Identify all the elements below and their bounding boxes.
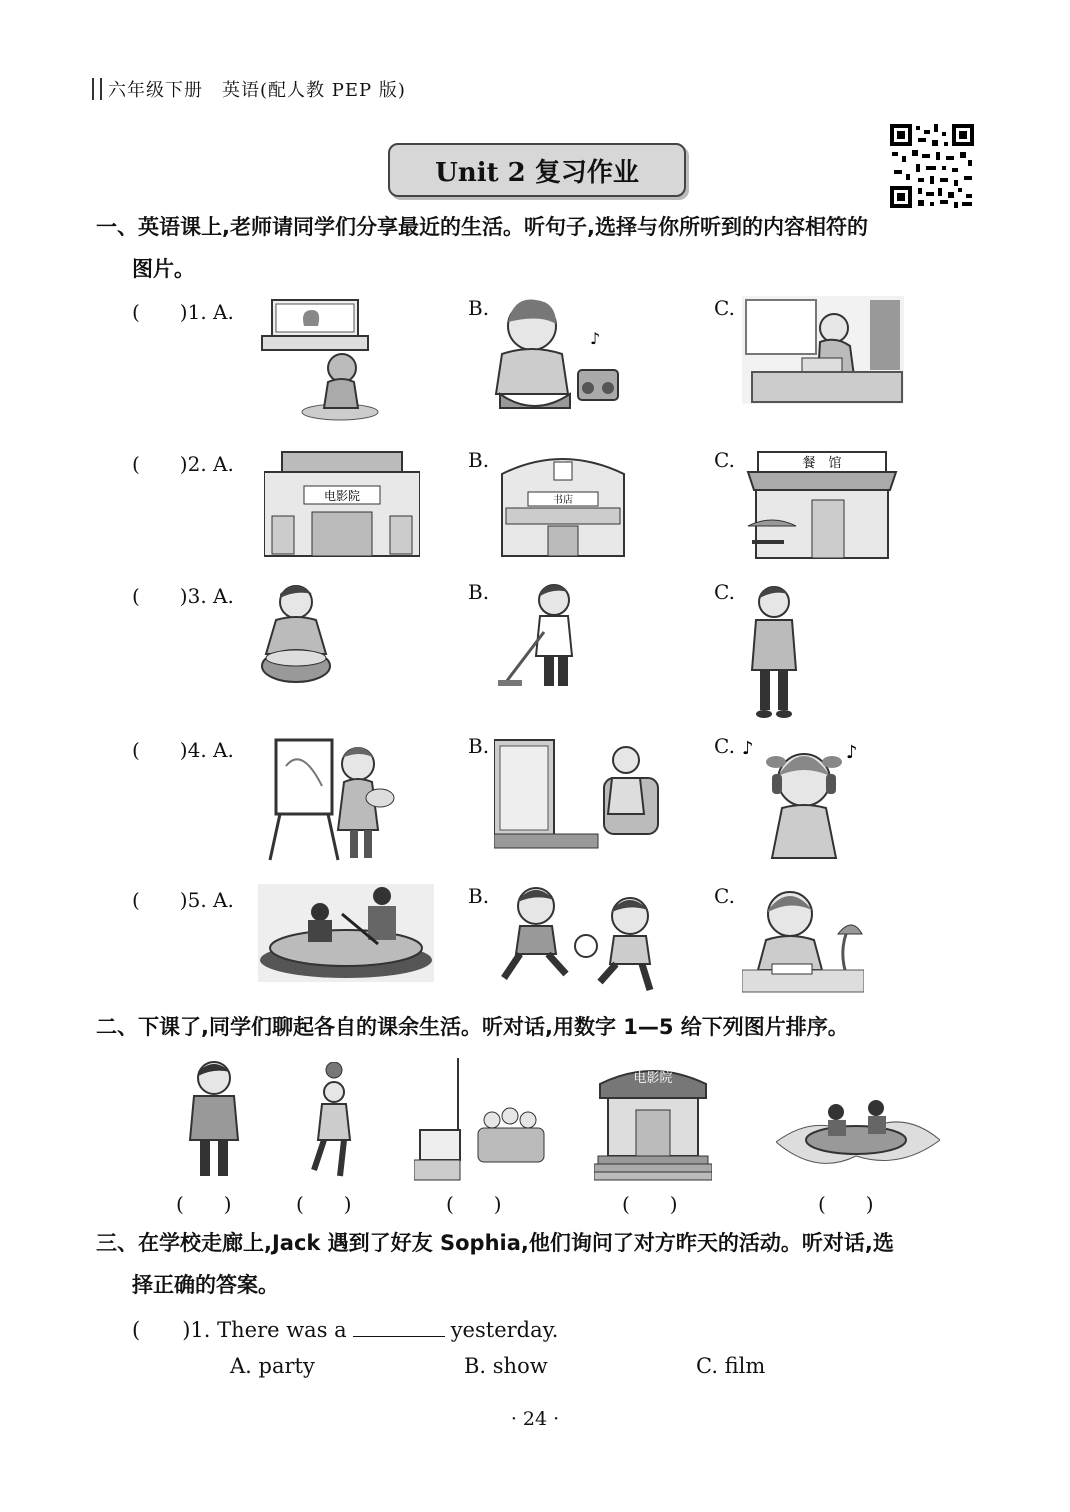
q4-a-painting-picture[interactable] [266,736,396,864]
s3-q1-choice-c[interactable]: C. film [696,1354,766,1378]
s2-sick-boy-picture[interactable] [184,1060,244,1184]
s3-q1-choice-b[interactable]: B. show [464,1354,548,1378]
q3-option-c-label: C. [714,580,735,604]
s3-q1-number: ( )1. [132,1318,211,1342]
q5-number: ( )5. A. [132,888,234,912]
s2-family-watching-tv-picture[interactable] [414,1058,546,1184]
s1-question-2 [132,448,932,588]
s2-basketball-player-picture[interactable] [304,1062,358,1182]
header-bars-decoration [92,78,102,100]
q4-option-b-label: B. [468,734,490,758]
s2-answer-blank-2[interactable]: ( ) [296,1192,352,1216]
q5-a-rowing-boat-picture[interactable] [258,884,434,982]
s2-cinema-sign: 电影院 [633,1071,673,1086]
s3-question-1 [132,1314,558,1344]
q2-option-b-label: B. [468,448,490,472]
s2-answer-blank-1[interactable]: ( ) [176,1192,232,1216]
s1-question-1 [132,296,932,436]
section3-line1: 三、在学校走廊上,Jack 遇到了好友 Sophia,他们询问了对方昨天的活动。听对话,选 [96,1231,894,1255]
s1-question-4 [132,734,932,874]
q3-option-b-label: B. [468,580,490,604]
header-text: 六年级下册 英语(配人教 PEP 版) [108,80,406,101]
page-number: · 24 · [510,1408,560,1430]
svg-text:♪: ♪ [590,329,601,348]
q2-bookstore-sign: 书店 [553,495,573,506]
qr-code-icon[interactable] [888,122,976,210]
q4-number: ( )4. A. [132,738,234,762]
q4-option-c-label: C. [714,734,735,758]
q1-c-boy-reading-picture[interactable] [742,296,904,404]
s3-q1-text-before: There was a [217,1318,347,1342]
q5-c-doing-homework-picture[interactable] [742,884,864,994]
s3-q1-choice-a[interactable]: A. party [230,1354,315,1378]
q4-b-watching-tv-picture[interactable] [494,738,660,850]
q2-c-restaurant-picture[interactable] [744,448,900,560]
q3-number: ( )3. A. [132,584,234,608]
q2-option-c-label: C. [714,448,735,472]
s2-rafting-picture[interactable] [776,1092,940,1168]
s2-answer-blank-3[interactable]: ( ) [446,1192,502,1216]
q1-option-b-label: B. [468,296,490,320]
s1-question-5 [132,884,932,1024]
q1-option-c-label: C. [714,296,735,320]
q2-a-cinema-picture[interactable] [264,450,420,558]
svg-text:♪: ♪ [846,742,858,763]
s2-answer-blank-4[interactable]: ( ) [622,1192,678,1216]
q2-cinema-sign: 电影院 [323,489,361,503]
section2-line1: 二、下课了,同学们聊起各自的课余生活。听对话,用数字 1—5 给下列图片排序。 [96,1015,849,1039]
s2-answer-blank-5[interactable]: ( ) [818,1192,874,1216]
s1-question-3 [132,580,932,720]
q1-number: ( )1. A. [132,300,234,324]
q3-b-mopping-floor-picture[interactable] [498,582,590,694]
section2-heading [96,1006,849,1048]
unit-title: Unit 2 复习作业 [435,157,639,188]
section3-heading [96,1222,894,1306]
q2-b-bookstore-picture[interactable] [498,450,628,558]
s3-q1-text-after: yesterday. [450,1318,559,1342]
book-header [92,76,406,102]
q1-a-watching-tv-picture[interactable] [260,296,390,426]
q2-restaurant-sign: 餐 馆 [802,456,842,471]
section1-line1: 一、英语课上,老师请同学们分享最近的生活。听句子,选择与你所听到的内容相符的 [96,215,868,239]
q2-number: ( )2. A. [132,452,234,476]
s2-cinema-picture[interactable] [594,1062,712,1186]
q1-b-boy-with-radio-picture[interactable] [494,296,624,421]
q5-option-b-label: B. [468,884,490,908]
q5-b-playing-football-picture[interactable] [496,884,666,996]
q3-a-washing-clothes-picture[interactable] [256,582,342,692]
q3-c-sick-boy-picture[interactable] [746,584,802,720]
svg-text:♪: ♪ [742,738,754,759]
q5-option-c-label: C. [714,884,735,908]
unit-title-box [388,143,686,197]
q4-c-listening-music-picture[interactable] [742,736,866,860]
section1-heading [96,206,868,290]
section1-line2: 图片。 [132,257,195,281]
s3-q1-blank[interactable] [353,1318,445,1337]
section3-line2: 择正确的答案。 [132,1273,279,1297]
